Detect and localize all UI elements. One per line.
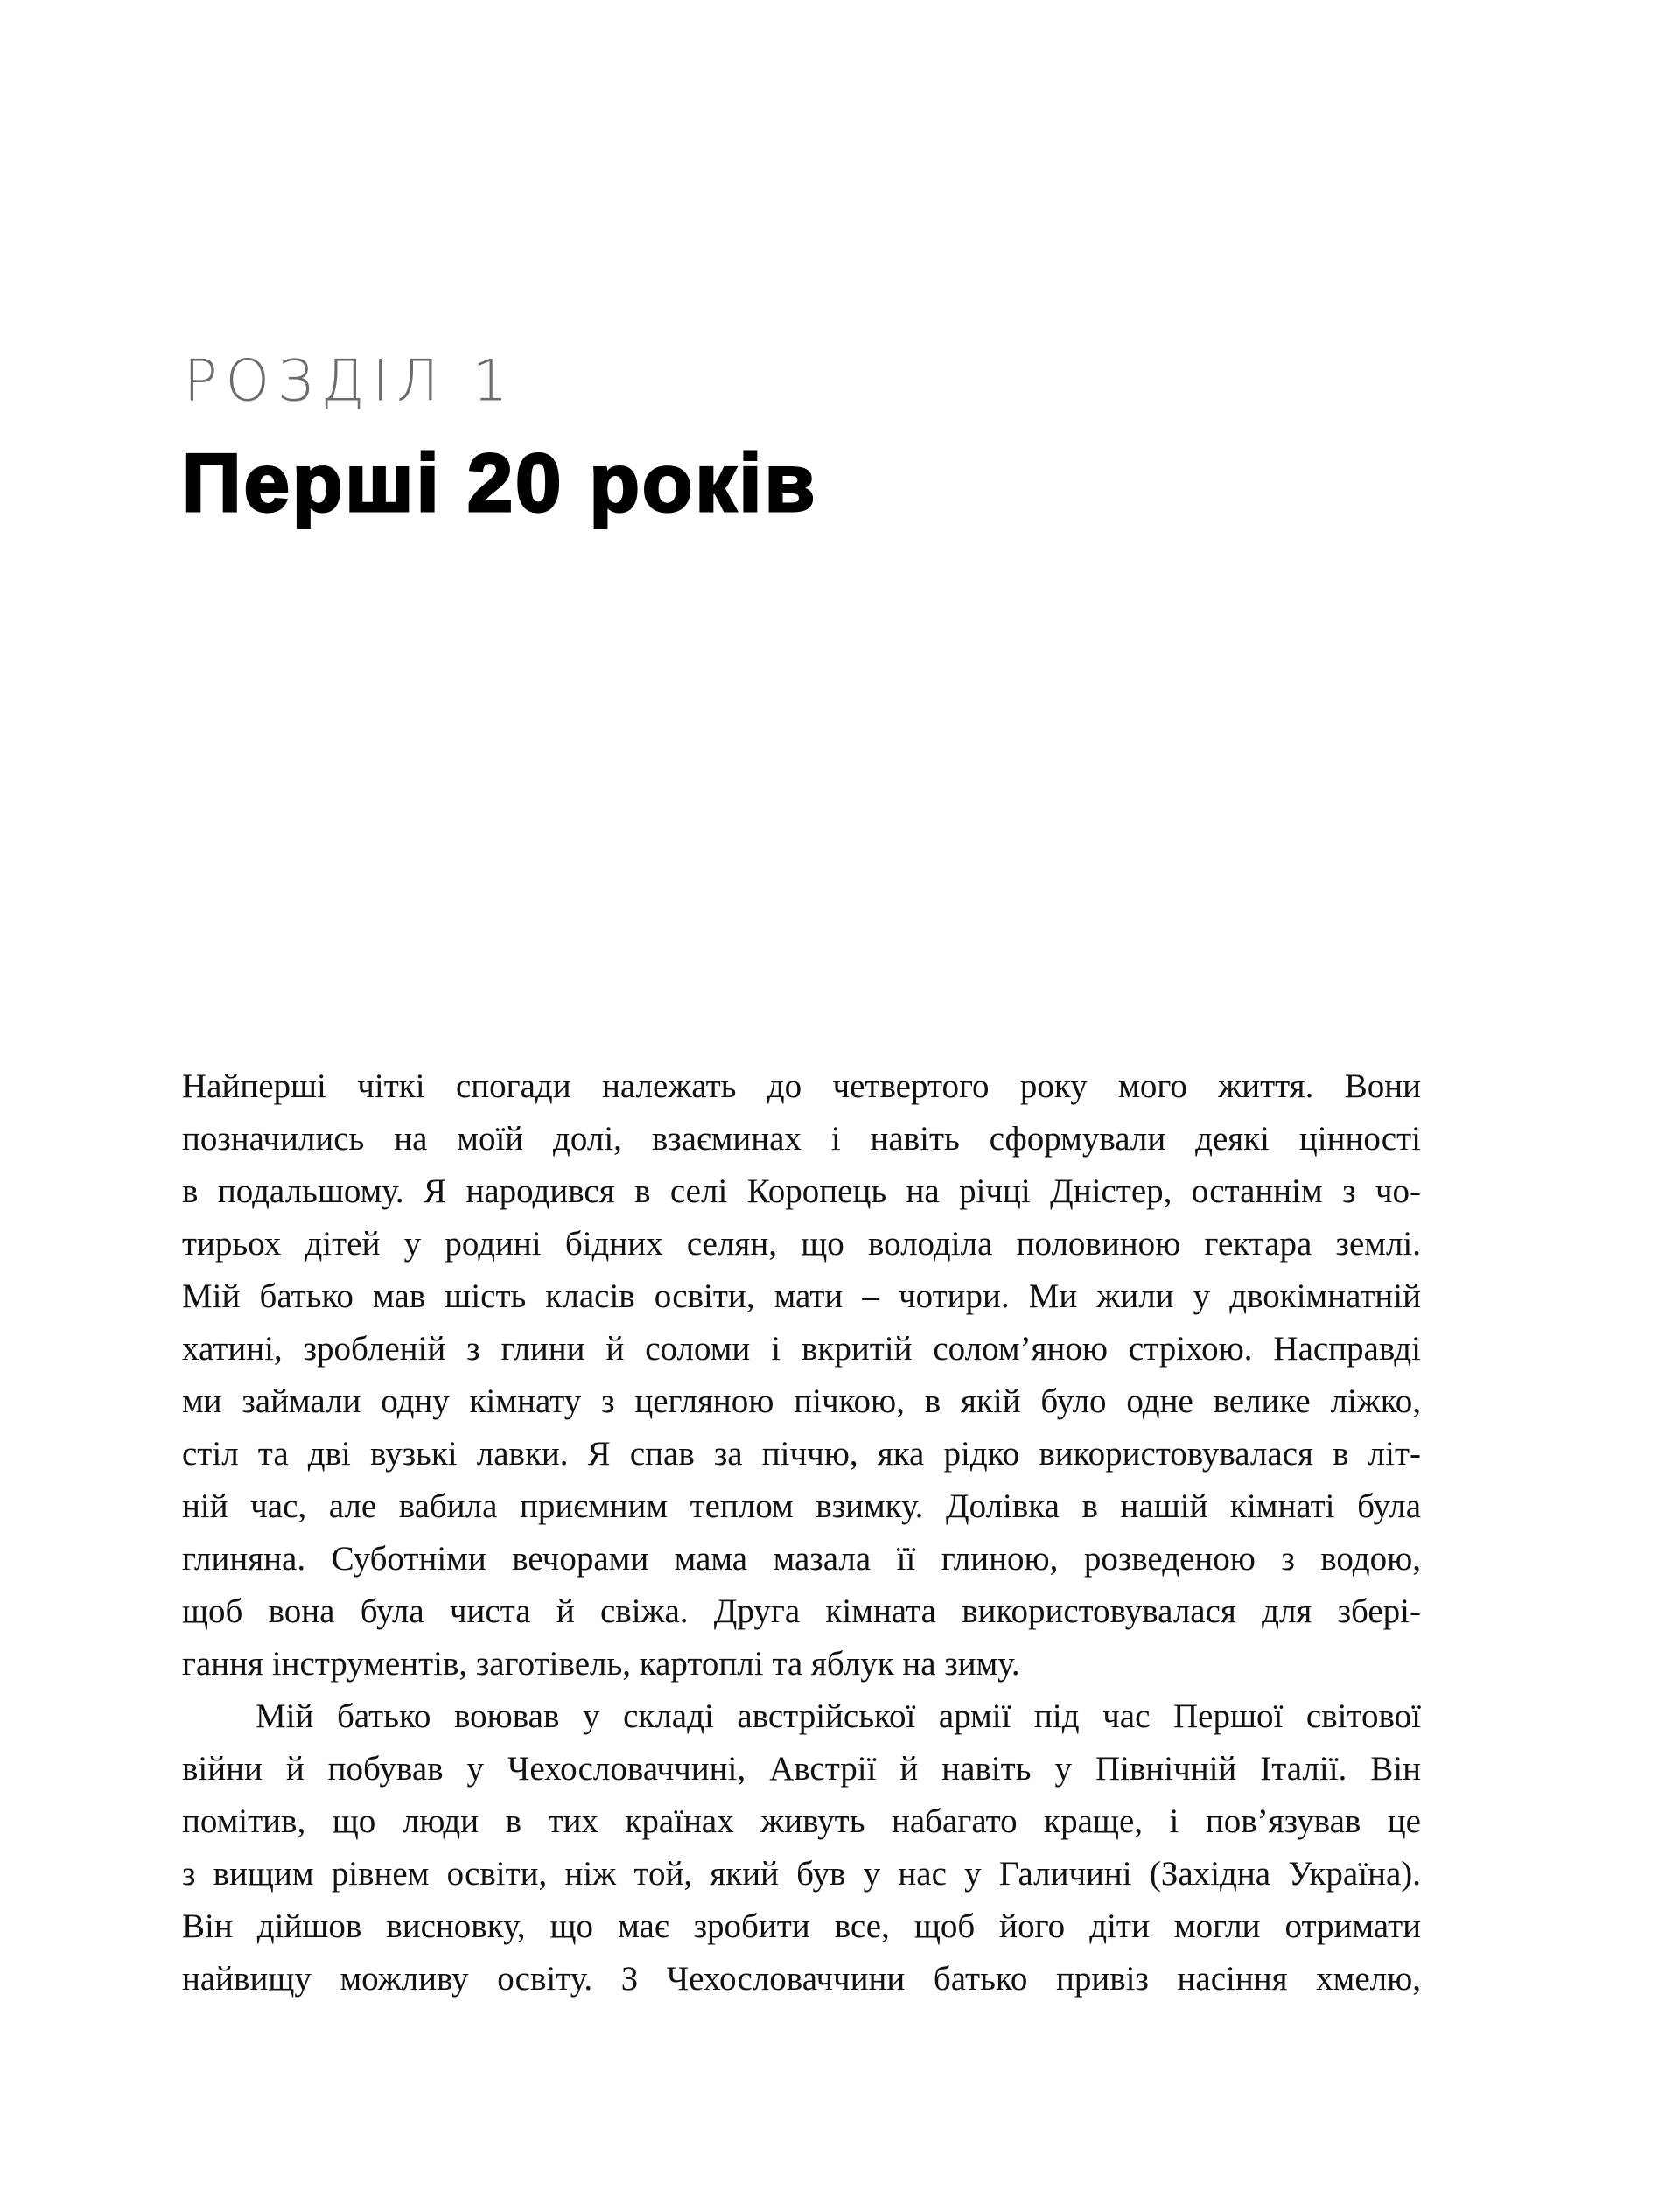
- text-line: помітив, що люди в тих країнах живуть набагато краще, і пов’язував це: [182, 1802, 1421, 1840]
- chapter-title: Перші 20 років: [182, 437, 818, 528]
- text-line: з вищим рівнем освіти, ніж той, який був у нас у Галичині (Західна Україна).: [182, 1855, 1421, 1893]
- text-line: хатині, зробленій з глини й соломи і вкритій солом’яною стріхою. Насправді: [182, 1330, 1421, 1368]
- text-line: позначились на моїй долі, взаєминах і навіть сформували деякі цінності: [182, 1120, 1421, 1158]
- text-line: ній час, але вабила приємним теплом взимку. Долівка в нашій кімнаті була: [182, 1487, 1421, 1525]
- text-line: Мій батько мав шість класів освіти, мати – чотири. Ми жили у двокімнатній: [182, 1277, 1421, 1315]
- chapter-label: РОЗДІЛ 1: [184, 348, 516, 415]
- text-line: війни й побував у Чехословаччині, Австрії й навіть у Північній Італії. Він: [182, 1750, 1421, 1788]
- text-line: Найперші чіткі спогади належать до четвертого року мого життя. Вони: [182, 1067, 1421, 1105]
- text-line: тирьох дітей у родині бідних селян, що володіла половиною гектара землі.: [182, 1225, 1421, 1263]
- text-line: ми займали одну кімнату з цегляною пічкою, в якій було одне велике ліжко,: [182, 1382, 1421, 1420]
- text-line: гання інструментів, заготівель, картоплі та яблук на зиму.: [182, 1645, 1020, 1683]
- text-line: Мій батько воював у складі австрійської армії під час Першої світової: [256, 1697, 1421, 1735]
- text-line: глиняна. Суботніми вечорами мама мазала її глиною, розведеною з водою,: [182, 1540, 1421, 1578]
- text-line: Він дійшов висновку, що має зробити все, щоб його діти могли отримати: [182, 1907, 1421, 1945]
- text-line: стіл та дві вузькі лавки. Я спав за піччю, яка рідко використовувалася в літ-: [182, 1435, 1421, 1473]
- text-line: щоб вона була чиста й свіжа. Друга кімната використовувалася для зберi-: [182, 1592, 1421, 1630]
- text-line: в подальшому. Я народився в селі Коропець на річці Дністер, останнім з чо-: [182, 1172, 1421, 1210]
- body-text: [182, 1060, 1421, 2005]
- text-line: найвищу можливу освіту. З Чехословаччини батько привіз насіння хмелю,: [182, 1960, 1421, 1998]
